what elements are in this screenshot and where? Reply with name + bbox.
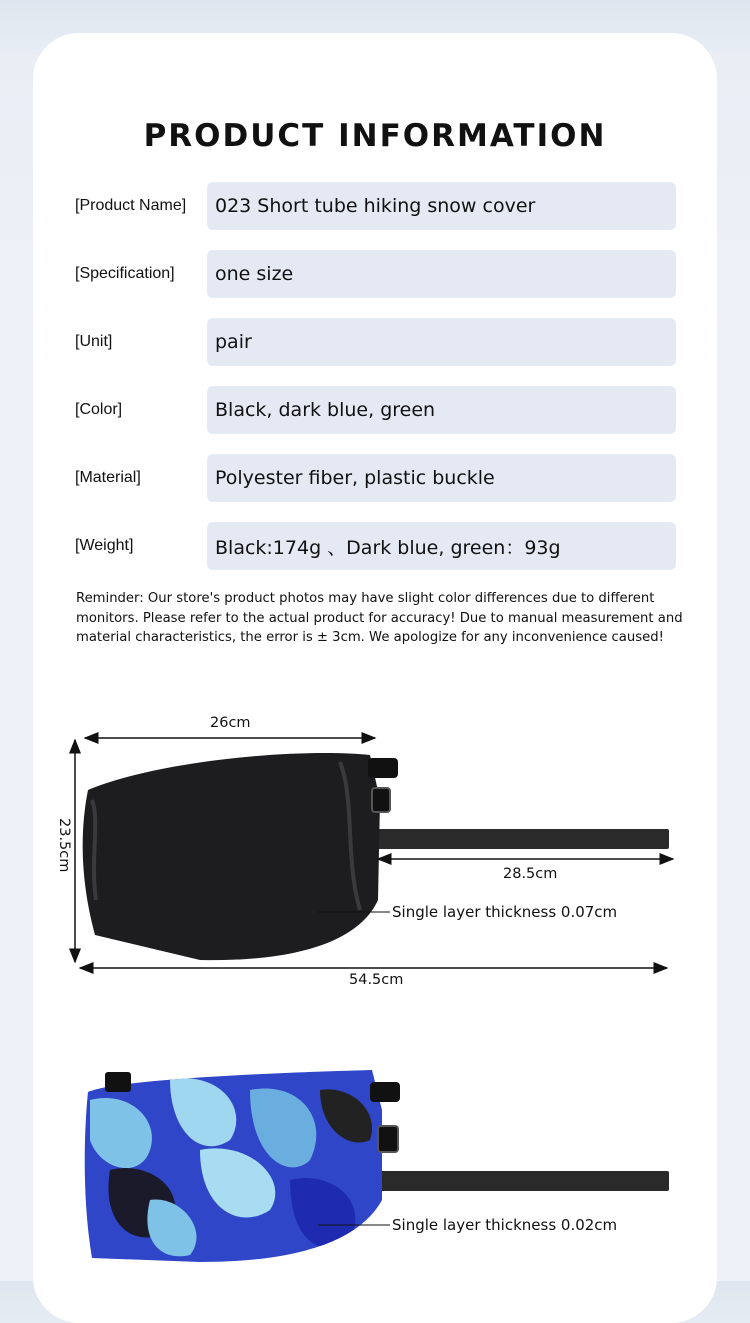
unit-value: pair	[215, 331, 252, 353]
camo-loop	[105, 1072, 131, 1092]
black-gaiter-body	[83, 753, 380, 960]
page-title: PRODUCT INFORMATION	[143, 118, 607, 154]
material-value: Polyester fiber, plastic buckle	[215, 467, 495, 489]
camo-buckle-side	[378, 1126, 398, 1152]
color-value: Black, dark blue, green	[215, 399, 436, 421]
camo-thickness-label: Single layer thickness 0.02cm	[392, 1216, 618, 1234]
specification-value: one size	[215, 263, 294, 285]
black-buckle-top	[368, 758, 398, 778]
width-dimension-label: 26cm	[210, 715, 251, 731]
strap-dimension-label: 28.5cm	[503, 866, 558, 882]
product-name-value: 023 Short tube hiking snow cover	[215, 195, 536, 217]
camo-gaiter-image	[80, 1060, 669, 1270]
camo-buckle-top	[370, 1082, 400, 1102]
camo-strap	[375, 1171, 669, 1191]
row-label-color: [Color]	[75, 401, 123, 418]
reminder-text: Reminder: Our store's product photos may have slight color differences due to different monitors. Please refer to the actual product for accuracy! Due to manual measurement and material characteristics, the error is ± 3cm. We apologize for any inconvenience caused!	[76, 591, 683, 645]
row-label-specification: [Specification]	[75, 265, 175, 282]
total-dimension-label: 54.5cm	[349, 972, 404, 988]
row-label-product-name: [Product Name]	[75, 197, 187, 214]
weight-value: Black:174g 、Dark blue, green：93g	[215, 536, 561, 559]
black-buckle-side	[372, 788, 390, 812]
row-label-weight: [Weight]	[75, 537, 134, 554]
row-label-unit: [Unit]	[75, 333, 113, 350]
height-dimension-label: 23.5cm	[56, 818, 72, 873]
black-strap	[375, 829, 669, 849]
black-thickness-label: Single layer thickness 0.07cm	[392, 903, 618, 921]
row-label-material: [Material]	[75, 469, 141, 486]
black-gaiter-image	[83, 753, 669, 960]
